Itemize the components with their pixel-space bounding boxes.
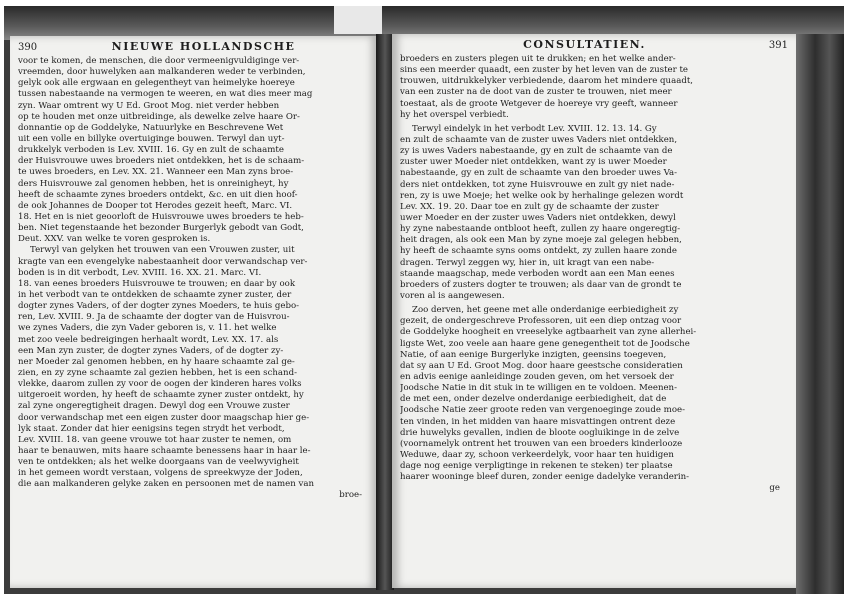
right-running-head: CONSULTATIEN. (523, 38, 646, 51)
text-line: Joodsche Natie in dit stuk in te willigen en te voldoen. Meenen- (400, 383, 677, 394)
text-line: heeft de schaamte zynes broeders ontdekt, &c. en uit dien hoof- (18, 189, 298, 200)
text-line: en advis eenige aanleidinge zouden geven, om het versoek der (400, 371, 674, 382)
text-line: broeders of zusters dogter te trouwen; als daar van de grondt te (400, 279, 682, 290)
text-line: zy is uwes Vaders nabestaande, gy en zult de schaamte van de (400, 146, 673, 157)
text-line: drukkelyk verboden is Lev. XVIII. 16. Gy en zult de schaamte (18, 145, 284, 156)
text-line: Terwyl van gelyken het trouwen van een Vrouwen zuster, uit (30, 245, 295, 256)
text-line: en zult de schaamte van de zuster uwes Vaders niet ontdekken, (400, 134, 678, 145)
text-line: staande maagschap, mede verboden wordt aan een Man eenes (400, 268, 675, 279)
left-running-header (10, 40, 378, 56)
text-line: ligste Wet, zoo veele aan haare gene genegentheit tot de Joodsche (400, 338, 690, 349)
text-line: in het gemeen wordt verstaan, volgens de spreekwyze der Joden, (18, 468, 303, 479)
top-paper-notch (334, 6, 382, 34)
text-line: tussen nabestaande na vermogen te weeren, en wat dies meer mag (18, 89, 313, 100)
text-line: hy zyne nabestaande ontbloot heeft, zullen zy haare ongeregtig- (400, 224, 681, 235)
text-line: ders niet ontdekken, tot zyne Huisvrouwe en zult gy niet nade- (400, 179, 675, 190)
text-line: gezeit, de ondergeschreve Professoren, uit een diep ontzag voor (400, 316, 682, 327)
text-line: 18. van eenes broeders Huisvrouwe te trouwen; en daar by ook (18, 278, 296, 289)
text-line: zyn. Waar omtrent wy U Ed. Groot Mog. niet verder hebben (18, 100, 280, 111)
text-line: boden is in dit verbodt, Lev. XVIII. 16. XX. 21. Marc. VI. (18, 267, 262, 278)
text-line: te uwes broeders, en Lev. XX. 21. Wanneer een Man zyns broe- (18, 167, 294, 178)
text-line: Natie, of aan eenige Burgerlyke inzigten, geensins toegeven, (400, 349, 667, 360)
text-line: uit een volle en billyke overtuiginge bouwen. Terwyl dan uyt- (18, 133, 285, 144)
text-line: drie huwelyks gevallen, indien de bloote oogluikinge in de zelve (400, 427, 680, 438)
text-line: dragen. Terwyl zeggen wy, hier in, uit kragt van een nabe- (400, 257, 655, 268)
text-line: gelyk ook alle ergwaan en gelegentheyt van heimelyke hoereye (18, 78, 295, 89)
text-line: heit dragen, als ook een Man by zyne moeje zal gelegen hebben, (400, 235, 682, 246)
right-page-body (392, 54, 796, 494)
text-line: vreemden, door huwelyken aan malkanderen weder te verbinden, (18, 67, 306, 78)
text-line: vlekke, daarom zullen zy voor de oogen der kinderen hares volks (18, 379, 302, 390)
text-line: ven te ontdekken; als het welke doorgaans van de veelwyvigheit (18, 457, 299, 468)
text-line: in het verbodt van te ontdekken de schaamte zyner zuster, der (18, 289, 292, 300)
text-line: haar te benauwen, mits haare schaamte benessens haar in haar le- (18, 445, 311, 456)
text-line: de Goddelyke hoogheit en vreeselyke agtbaarheit van zyne allerhei- (400, 327, 697, 338)
right-page-number: 391 (768, 40, 788, 51)
text-line: zien, en zy zyne schaamte zal gezien hebben, het is een schand- (18, 367, 297, 378)
photographed-book-spread (4, 6, 844, 594)
text-line: toestaat, als de groote Wetgever de hoereye vry geeft, wanneer (400, 98, 678, 109)
text-line: voren al is aangewesen. (400, 290, 505, 301)
text-line: dogter zynes Vaders, of der dogter zynes Moeders, te huis gebo- (18, 301, 300, 312)
right-running-header (392, 38, 796, 54)
text-line: we zynes Vaders, die zyn Vader geboren is, v. 11. het welke (18, 323, 277, 334)
text-line: dage nog eenige verpligtinge in rekenen te steken) ter plaatse (400, 461, 673, 472)
text-line: de ook Johannes de Dooper tot Herodes gezeit heeft, Marc. VI. (18, 200, 293, 211)
text-line: Weduwe, daar zy, schoon verkeerdelyk, voor haar ten huidigen (400, 449, 674, 460)
text-line: met zoo veele bedreigingen herhaalt wordt, Lev. XX. 17. als (18, 334, 279, 345)
text-line: ner Moeder zal genomen hebben, en hy haare schaamte zal ge- (18, 356, 295, 367)
text-line: trouwen, uitdrukkelyker verbiedende, daarom het mindere quaadt, (400, 76, 694, 87)
text-line: sins een meerder quaadt, een zuster by het leven van de zuster te (400, 65, 689, 76)
text-line: voor te komen, de menschen, die door vermeenigvuldiginge ver- (18, 56, 300, 66)
text-line: haarer wooninge bleef duren, zonder eenige dadelyke veranderin- (400, 472, 690, 483)
text-line: ten vinden, in het midden van haare misvattingen ontrent deze (400, 416, 676, 427)
text-line: donnantie op de Goddelyke, Natuurlyke en Beschrevene Wet (18, 122, 284, 133)
text-line: Lev. XVIII. 18. van geene vrouwe tot haar zuster te nemen, om (18, 434, 292, 445)
text-line: Joodsche Natie zeer groote reden van vergenoeginge zoude moe- (400, 405, 685, 416)
text-line: Lev. XX. 19. 20. Daar toe en zult gy de schaamte der zuster (400, 201, 659, 212)
catchword: broe- (339, 490, 362, 501)
left-running-head: NIEUWE HOLLANDSCHE (111, 40, 296, 53)
text-line: zal zyne ongeregtigheit dragen. Dewyl dog een Vrouwe zuster (18, 401, 290, 412)
text-line: ders Huisvrouwe zal genomen hebben, het is onreinigheyt, hy (18, 178, 289, 189)
left-page-body (10, 56, 378, 502)
text-line: lyk staat. Zonder dat hier eenigsins tegen strydt het verbodt, (18, 423, 285, 434)
text-line: hy heeft de schaamte syns ooms ontdekt, zy zullen haare zonde (400, 246, 677, 257)
text-line: kragte van een evengelyke nabestaanheit door verwandschap ver- (18, 256, 308, 267)
text-line: ren, zy is uwe Moeje; het welke ook by herhalinge gelezen wordt (400, 190, 684, 201)
left-page (10, 36, 378, 588)
text-line: Deut. XXV. van welke te voren gesproken is. (18, 234, 211, 245)
text-line: ben. Niet tegenstaande het bezonder Burgerlyk gebodt van Godt, (18, 223, 304, 234)
text-line: de met een, onder dezelve onderdanige eerbiedigheit, dat de (400, 394, 667, 405)
text-line: uitgeroeit worden, hy heeft de schaamte zyner zuster ontdekt, hy (18, 390, 304, 401)
text-line: (voornamelyk ontrent het trouwen van een broeders kinderlooze (400, 438, 683, 449)
text-line: dat sy aan U Ed. Groot Mog. door haare geestsche consideratien (400, 360, 683, 371)
text-line: broeders en zusters plegen uit te drukken; en het welke ander- (400, 54, 676, 64)
catchword: ge (769, 483, 780, 494)
text-line: ren, Lev. XVIII. 9. Ja de schaamte der dogter van de Huisvrou- (18, 312, 290, 323)
right-edge-shadow (796, 34, 844, 594)
text-line: een Man zyn zuster, de dogter zynes Vaders, of de dogter zy- (18, 345, 284, 356)
text-line: uwer Moeder en der zuster uwes Vaders niet ontdekken, dewyl (400, 212, 676, 223)
text-line: van een zuster na de doot van de zuster te trouwen, niet meer (400, 87, 672, 98)
text-line: op te houden met onze uitbreidinge, als dewelke zelve haare Or- (18, 111, 300, 122)
text-line: zuster uwer Moeder niet ontdekken, want zy is uwer Moeder (400, 157, 667, 168)
text-line: hy het overspel verbiedt. (400, 109, 509, 120)
text-line: nabestaande, gy en zult de schaamte van den broeder uwes Va- (400, 168, 678, 179)
right-page (392, 34, 796, 588)
text-line: die aan malkanderen gelyke zaken en persoonen met de namen van (18, 479, 315, 490)
text-line: Terwyl eindelyk in het verbodt Lev. XVIII. 12. 13. 14. Gy (412, 123, 657, 134)
text-line: der Huisvrouwe uwes broeders niet ontdekken, het is de schaam- (18, 156, 305, 167)
text-line: Zoo derven, het geene met alle onderdanige eerbiedigheit zy (412, 305, 679, 316)
text-line: 18. Het en is niet geoorloft de Huisvrouwe uwes broeders te heb- (18, 211, 304, 222)
text-line: door verwandschap met een eigen zuster door maagschap hier ge- (18, 412, 310, 423)
left-page-number: 390 (18, 42, 38, 53)
